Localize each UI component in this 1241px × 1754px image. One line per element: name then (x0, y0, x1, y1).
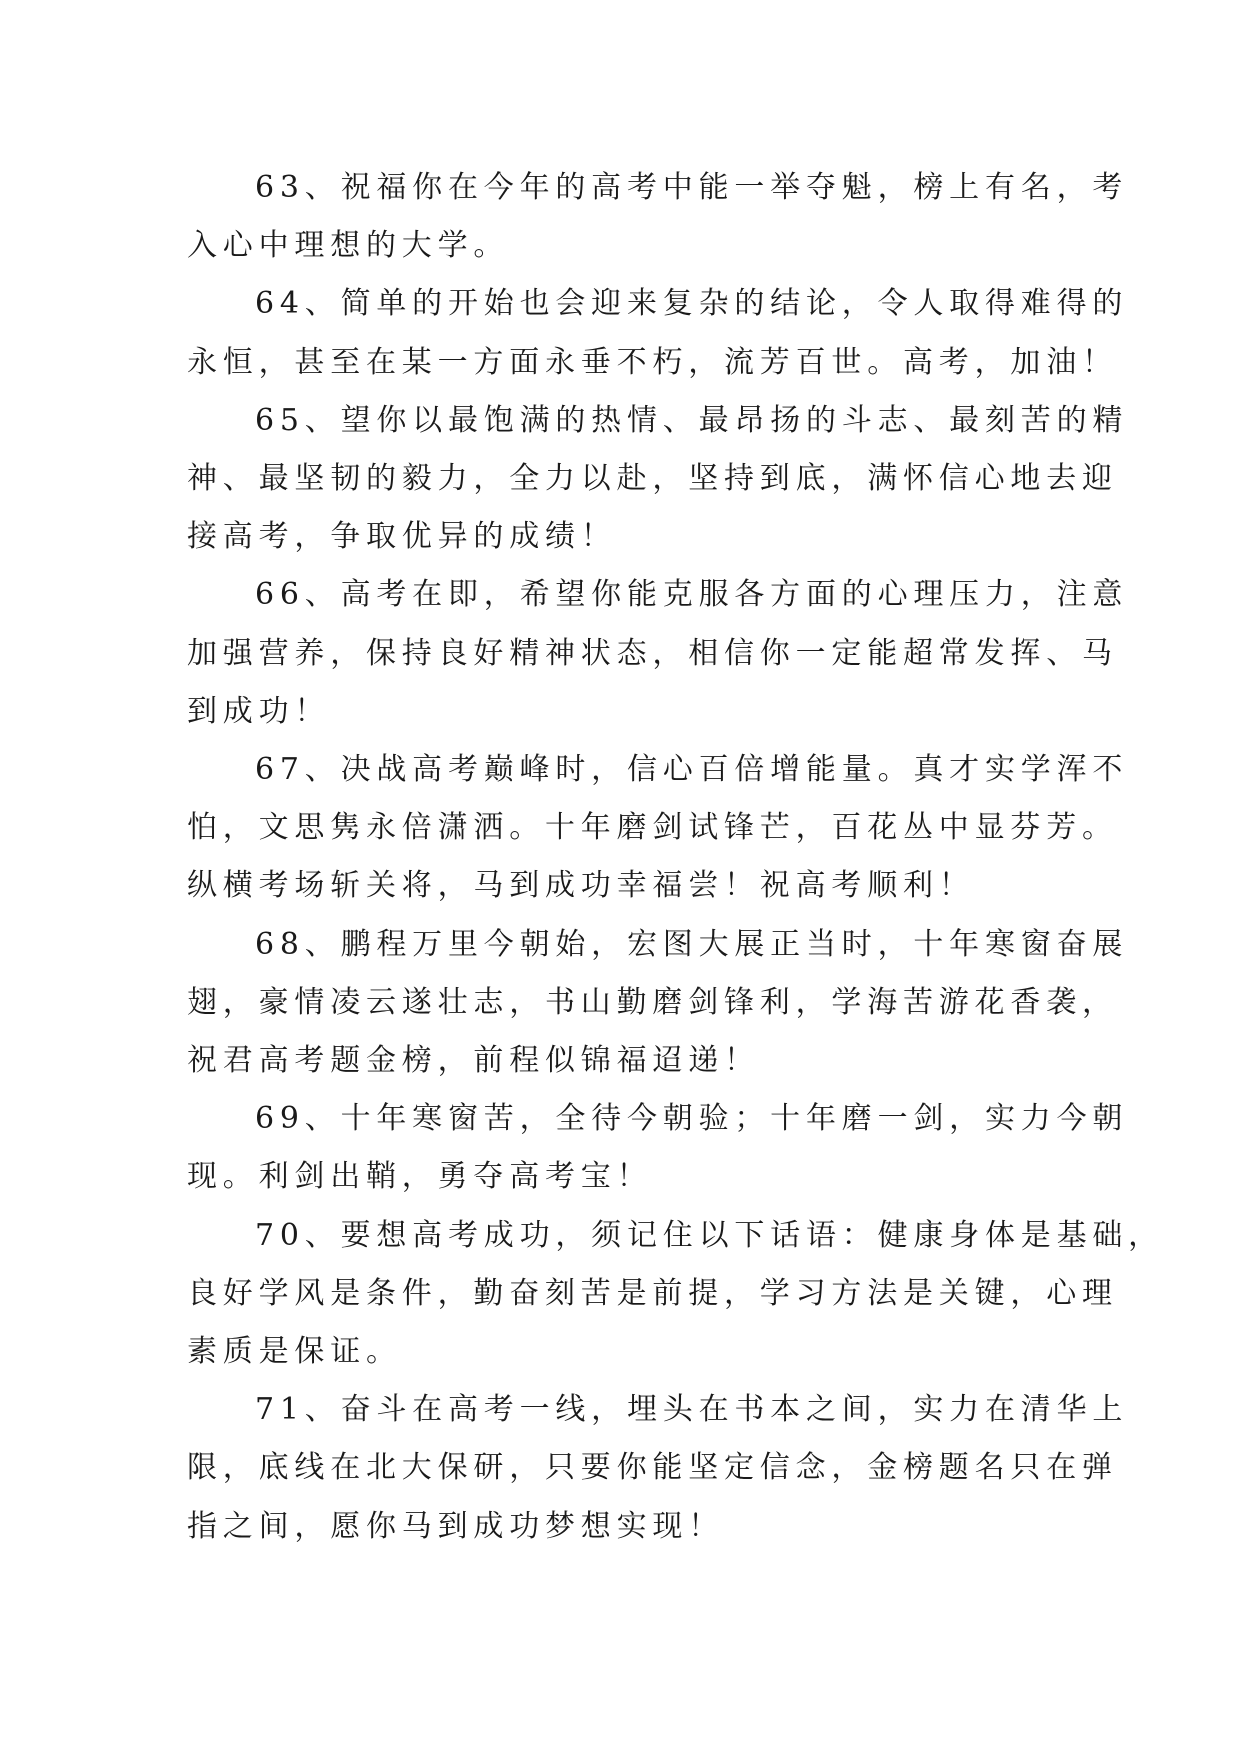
paragraph-line: 69、十年寒窗苦，全待今朝验；十年磨一剑，实力今朝 (255, 1101, 1129, 1137)
paragraph-line: 限，底线在北大保研，只要你能坚定信念，金榜题名只在弹 (187, 1450, 1118, 1486)
paragraph-line: 永恒，甚至在某一方面永垂不朽，流芳百世。高考，加油！ (187, 344, 1118, 380)
paragraph-70 (187, 1207, 1164, 1382)
paragraph-line: 65、望你以最饱满的热情、最昂扬的斗志、最刻苦的精 (255, 402, 1129, 438)
paragraph-66 (187, 566, 1129, 741)
paragraph-65 (187, 392, 1129, 567)
paragraph-line: 祝君高考题金榜，前程似锦福迢递！ (187, 1043, 760, 1079)
paragraph-line: 加强营养，保持良好精神状态，相信你一定能超常发挥、马 (187, 635, 1118, 671)
paragraph-67 (187, 741, 1129, 916)
document-body (187, 159, 1164, 1556)
paragraph-line: 到成功！ (187, 693, 331, 729)
paragraph-line: 入心中理想的大学。 (187, 228, 510, 264)
paragraph-line: 现。利剑出鞘，勇夺高考宝！ (187, 1159, 653, 1195)
paragraph-line: 67、决战高考巅峰时，信心百倍增能量。真才实学浑不 (255, 752, 1129, 788)
paragraph-line: 64、简单的开始也会迎来复杂的结论，令人取得难得的 (255, 286, 1129, 322)
paragraph-line: 纵横考场斩关将，马到成功幸福尝！祝高考顺利！ (187, 868, 975, 904)
paragraph-68 (187, 916, 1129, 1091)
paragraph-line: 怕，文思隽永倍潇洒。十年磨剑试锋芒，百花丛中显芬芳。 (187, 810, 1118, 846)
paragraph-line: 翅，豪情凌云遂壮志，书山勤磨剑锋利，学海苦游花香袭， (187, 984, 1118, 1020)
paragraph-line: 神、最坚韧的毅力，全力以赴，坚持到底，满怀信心地去迎 (187, 461, 1118, 497)
paragraph-line: 63、祝福你在今年的高考中能一举夺魁，榜上有名，考 (255, 170, 1129, 205)
paragraph-71 (187, 1381, 1129, 1556)
paragraph-63 (187, 159, 1129, 275)
paragraph-line: 66、高考在即，希望你能克服各方面的心理压力，注意 (255, 577, 1129, 613)
paragraph-64 (187, 275, 1129, 391)
paragraph-line: 71、奋斗在高考一线，埋头在书本之间，实力在清华上 (255, 1392, 1129, 1428)
paragraph-line: 70、要想高考成功，须记住以下话语：健康身体是基础， (255, 1217, 1164, 1253)
paragraph-line: 良好学风是条件，勤奋刻苦是前提，学习方法是关键，心理 (187, 1275, 1118, 1311)
paragraph-line: 指之间，愿你马到成功梦想实现！ (187, 1508, 724, 1544)
paragraph-line: 接高考，争取优异的成绩！ (187, 519, 617, 555)
paragraph-69 (187, 1090, 1129, 1206)
paragraph-line: 68、鹏程万里今朝始，宏图大展正当时，十年寒窗奋展 (255, 926, 1129, 962)
paragraph-line: 素质是保证。 (187, 1334, 402, 1370)
